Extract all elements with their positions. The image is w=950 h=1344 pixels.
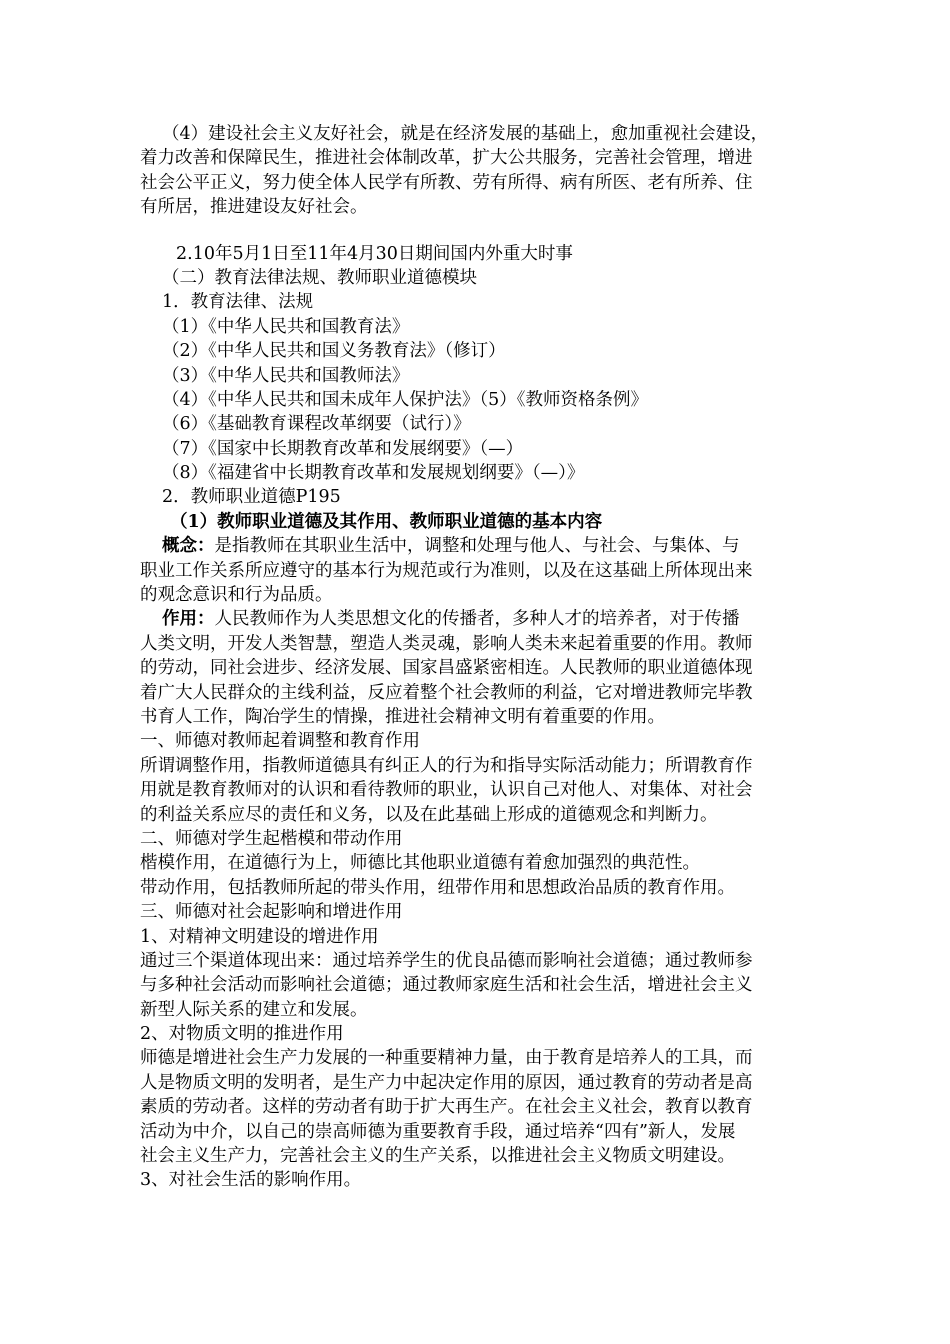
body-line: 用就是教育教师对的认识和看待教师的职业，认识自己对他人、对集体、对社会 <box>140 780 753 801</box>
paragraph-line: 书育人工作，陶冶学生的情操，推进社会精神文明有着重要的作用。 <box>140 706 665 727</box>
paragraph-line: （4）建设社会主义友好社会，就是在经济发展的基础上，愈加重视社会建设， <box>162 124 769 144</box>
item-2-heading: 2.10年5月1日至11年4月30日期间国内外重大时事 <box>176 243 573 264</box>
laws-list <box>140 315 820 486</box>
body-line: 师德是增进社会生产力发展的一种重要精神力量，由于教育是培养人的工具，而 <box>140 1048 753 1069</box>
body-line: 2、对物质文明的推进作用 <box>140 1024 344 1045</box>
paragraph-line: 人类文明，开发人类智慧，塑造人类灵魂，影响人类未来起着重要的作用。教师 <box>140 633 753 654</box>
section-1-heading: 1．教育法律、法规 <box>162 292 314 313</box>
paragraph-line <box>140 534 820 558</box>
paragraph-4 <box>140 122 820 220</box>
body-line: 3、对社会生活的影响作用。 <box>140 1170 362 1191</box>
role-label: 作用： <box>162 609 215 630</box>
body-line: 三、师德对社会起影响和增进作用 <box>140 902 403 923</box>
body-line: 所谓调整作用，指教师道德具有纠正人的行为和指导实际活动能力；所谓教育作 <box>140 755 753 776</box>
module-heading: （二）教育法律法规、教师职业道德模块 <box>162 267 477 288</box>
role-text: 人民教师作为人类思想文化的传播者，多种人才的培养者，对于传播 <box>214 609 740 630</box>
concept-paragraph <box>140 534 820 607</box>
subheading: （1）教师职业道德及其作用、教师职业道德的基本内容 <box>170 511 603 532</box>
body-text <box>140 729 820 1192</box>
blank-gap <box>140 220 820 242</box>
body-line: 楷模作用，在道德行为上，师德比其他职业道德有着愈加强烈的典范性。 <box>140 853 700 874</box>
paragraph-line: 社会公平正义，努力使全体人民学有所教、劳有所得、病有所医、老有所养、住 <box>140 172 753 193</box>
list-item: （2）《中华人民共和国义务教育法》（修订） <box>162 341 506 362</box>
paragraph-line: 职业工作关系所应遵守的基本行为规范或行为准则，以及在这基础上所体现出来 <box>140 560 753 581</box>
list-item: （4）《中华人民共和国未成年人保护法》（5）《教师资格条例》 <box>162 389 649 410</box>
paragraph-line <box>140 607 820 631</box>
paragraph-line: 有所居，推进建设友好社会。 <box>140 197 368 218</box>
document-page <box>140 122 820 1193</box>
body-line: 活动为中介，以自己的崇高师德为重要教育手段，通过培养“四有”新人，发展 <box>140 1121 736 1142</box>
body-line: 1、对精神文明建设的增进作用 <box>140 926 379 947</box>
body-line: 二、师德对学生起楷模和带动作用 <box>140 828 403 849</box>
paragraph-line: 的观念意识和行为品质。 <box>140 585 333 606</box>
role-paragraph <box>140 607 820 729</box>
concept-label: 概念： <box>162 536 215 557</box>
list-item: （6）《基础教育课程改革纲要（试行）》 <box>162 414 471 435</box>
list-item: （1）《中华人民共和国教育法》 <box>162 316 410 337</box>
body-line: 素质的劳动者。这样的劳动者有助于扩大再生产。在社会主义社会，教育以教育 <box>140 1097 753 1118</box>
body-line: 人是物质文明的发明者，是生产力中起决定作用的原因，通过教育的劳动者是高 <box>140 1072 753 1093</box>
body-line: 通过三个渠道体现出来：通过培养学生的优良品德而影响社会道德；通过教师参 <box>140 950 753 971</box>
body-line: 与多种社会活动而影响社会道德；通过教师家庭生活和社会生活，增进社会主义 <box>140 975 753 996</box>
section-2-heading: 2．教师职业道德P195 <box>162 487 341 508</box>
list-item: （8）《福建省中长期教育改革和发展规划纲要》（—）》 <box>162 463 585 484</box>
body-line: 的利益关系应尽的责任和义务，以及在此基础上形成的道德观念和判断力。 <box>140 804 718 825</box>
body-line: 新型人际关系的建立和发展。 <box>140 999 368 1020</box>
paragraph-line: 的劳动，同社会进步、经济发展、国家昌盛紧密相连。人民教师的职业道德体现 <box>140 658 753 679</box>
list-item: （3）《中华人民共和国教师法》 <box>162 365 410 386</box>
body-line: 社会主义生产力，完善社会主义的生产关系，以推进社会主义物质文明建设。 <box>140 1146 735 1167</box>
concept-text: 是指教师在其职业生活中，调整和处理与他人、与社会、与集体、与 <box>214 536 740 557</box>
body-line: 带动作用，包括教师所起的带头作用，纽带作用和思想政治品质的教育作用。 <box>140 877 735 898</box>
paragraph-line: 着力改善和保障民生，推进社会体制改革，扩大公共服务，完善社会管理，增进 <box>140 148 753 169</box>
list-item: （7）《国家中长期教育改革和发展纲要》（—） <box>162 438 524 459</box>
body-line: 一、师德对教师起着调整和教育作用 <box>140 731 420 752</box>
paragraph-line: 着广大人民群众的主线利益，反应着整个社会教师的利益，它对增进教师完毕教 <box>140 682 753 703</box>
